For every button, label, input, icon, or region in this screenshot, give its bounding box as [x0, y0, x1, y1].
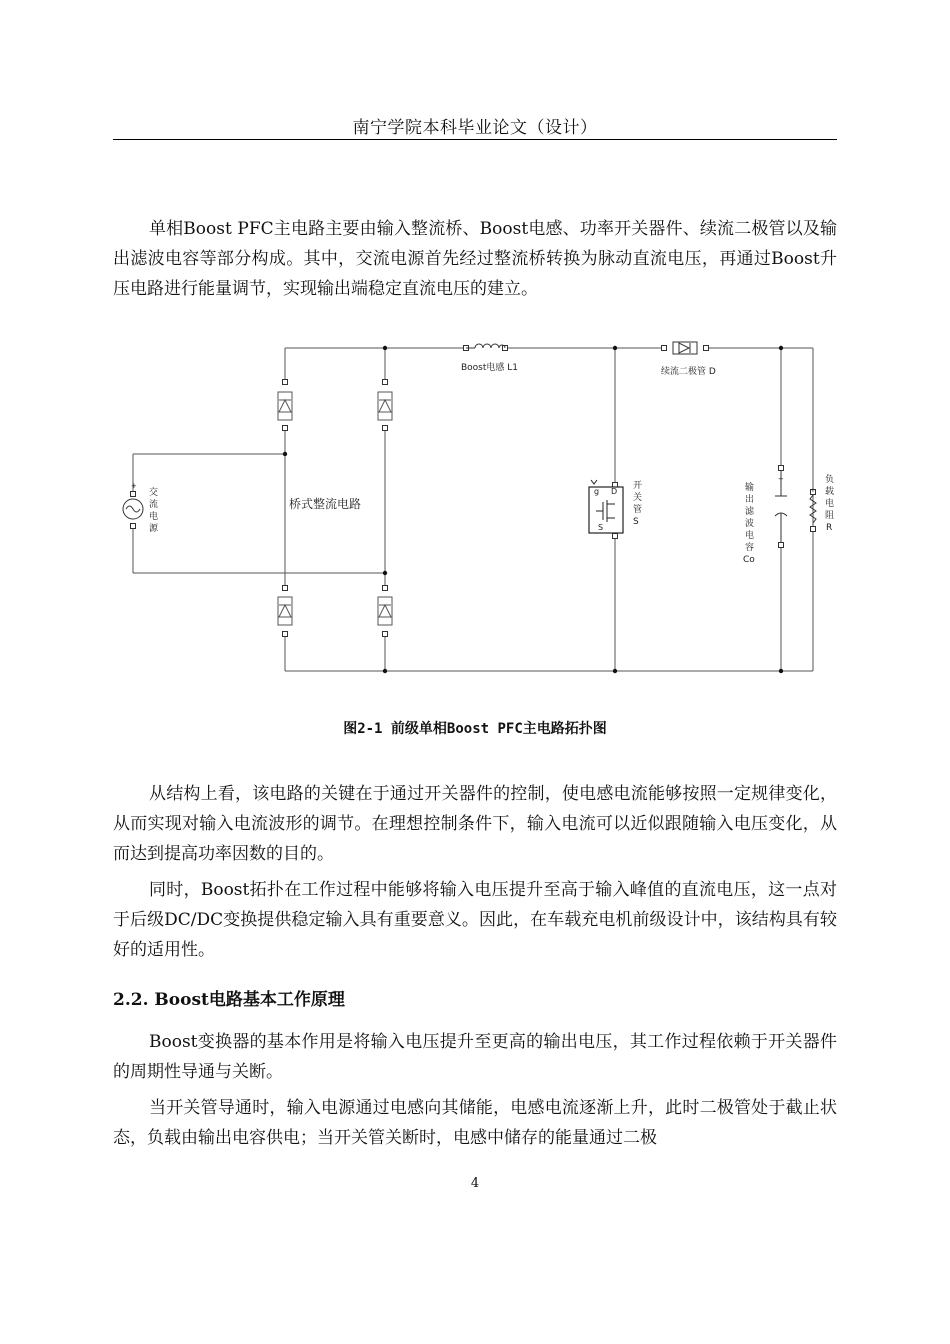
cap-label-char: 容 [745, 543, 755, 553]
switch-label [633, 480, 645, 527]
switch-pin-d: D [611, 487, 618, 496]
inductor-icon [466, 344, 505, 348]
paragraph-3: 同时，Boost拓扑在工作过程中能够将输入电压提升至高于输入峰值的直流电压，这一点对于后级DC/DC变换提供稳定输入具有重要意义。因此，在车载充电机前级设计中，该结构具有较好的适用性。 [113, 880, 837, 960]
paragraph-1: 单相Boost PFC主电路主要由输入整流桥、Boost电感、功率开关器件、续流二极管以及输出滤波电容等部分构成。其中，交流电源首先经过整流桥转换为脉动直流电压，再通过Boost升压电路进行能量调节，实现输出端稳定直流电压的建立。 [113, 219, 837, 299]
switch-label-char: 关 [633, 493, 643, 503]
switch-pin-g: g [594, 487, 600, 496]
ac-label-char: 源 [149, 524, 159, 534]
load-label-char: 阻 [825, 511, 835, 521]
cap-label-symbol: Co [743, 555, 755, 565]
ac-source-label [149, 486, 161, 534]
inductor-label: Boost电感 L1 [461, 363, 519, 373]
cap-label-char: 输 [745, 483, 755, 493]
boost-pfc-circuit-diagram [113, 330, 837, 680]
switch-label-char: 开 [633, 481, 643, 491]
load-label-char: 载 [825, 487, 835, 497]
section-heading: 2.2. Boost电路基本工作原理 [113, 990, 345, 1010]
cap-label-char: 滤 [745, 507, 755, 517]
capacitor-plus-marker: + [778, 475, 784, 483]
load-label [825, 473, 837, 533]
ac-label-char: 电 [149, 512, 159, 522]
header-rule [113, 139, 837, 140]
ac-source-icon [123, 482, 143, 519]
svg-text:+: + [131, 482, 137, 490]
switch-label-char: 管 [633, 505, 643, 515]
diode-label: 续流二极管 D [661, 367, 716, 377]
load-label-symbol: R [826, 523, 833, 533]
load-label-char: 电 [825, 499, 835, 509]
paragraph-2: 从结构上看，该电路的关键在于通过开关器件的控制，使电感电流能够按照一定规律变化，从而实现对输入电流波形的调节。在理想控制条件下，输入电流可以近似跟随输入电压变化，从而达到提高功率因数的目的。 [113, 784, 837, 864]
cap-label-char: 波 [745, 519, 755, 529]
paragraph-4: Boost变换器的基本作用是将输入电压提升至更高的输出电压，其工作过程依赖于开关器件的周期性导通与关断。 [113, 1032, 837, 1082]
cap-label-char: 出 [745, 495, 755, 505]
cap-label-char: 电 [745, 531, 755, 541]
paragraph-5: 当开关管导通时，输入电源通过电感向其储能，电感电流逐渐上升，此时二极管处于截止状态，负载由输出电容供电；当开关管关断时，电感中储存的能量通过二极 [113, 1098, 837, 1148]
figure-caption: 图2-1 前级单相Boost PFC主电路拓扑图 [343, 721, 607, 737]
switch-label-symbol: S [633, 517, 639, 527]
ac-label-char: 流 [149, 500, 159, 510]
load-label-char: 负 [825, 475, 835, 485]
freewheel-diode-icon [673, 342, 697, 354]
page-header-title: 南宁学院本科毕业论文（设计） [352, 118, 598, 138]
resistor-plus-marker: + [810, 486, 816, 494]
switch-pin-s: S [598, 523, 604, 532]
capacitor-label [743, 481, 757, 565]
bridge-label: 桥式整流电路 [289, 497, 362, 511]
page-number: 4 [470, 1176, 480, 1191]
ac-label-char: 交 [149, 488, 159, 498]
